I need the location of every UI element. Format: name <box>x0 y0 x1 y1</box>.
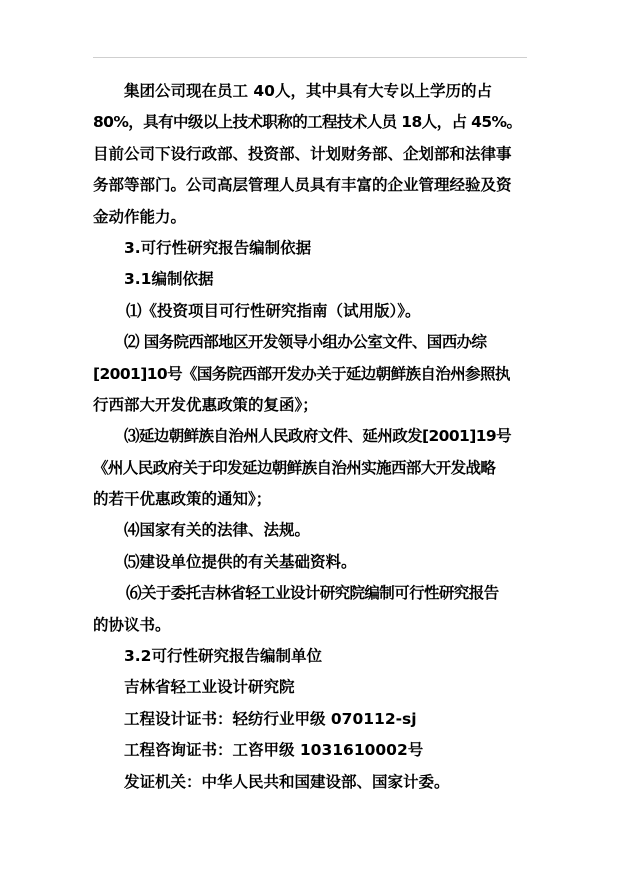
basis-item-2-line-1: ⑵ 国务院西部地区开发领导小组办公室文件、国西办综 <box>124 333 487 352</box>
basis-item-4: ⑷国家有关的法律、法规。 <box>124 521 311 540</box>
document-body <box>93 76 529 798</box>
section-heading-3-2: 3.2可行性研究报告编制单位 <box>124 647 322 666</box>
basis-item-3-line-2: 《州人民政府关于印发延边朝鲜族自治州实施西部大开发战略 <box>93 458 496 477</box>
basis-item-2-line-2: [2001]10号《国务院西部开发办关于延边朝鲜族自治州参照执 <box>93 364 510 383</box>
paragraph-company-staff-line-1: 集团公司现在员工 40人，其中具有大专以上学历的占 <box>124 82 492 100</box>
basis-item-1: ⑴《投资项目可行性研究指南（试用版）》。 <box>126 301 421 320</box>
section-heading-3: 3.可行性研究报告编制依据 <box>124 238 312 257</box>
design-certificate: 工程设计证书：轻纺行业甲级 070112-sj <box>124 709 417 728</box>
basis-item-6-line-2: 的协议书。 <box>93 615 171 634</box>
basis-item-3-line-1: ⑶延边朝鲜族自治州人民政府文件、延州政发[2001]19号 <box>124 427 511 446</box>
basis-item-3-line-3: 的若干优惠政策的通知》； <box>93 490 272 509</box>
page-header-rule <box>93 57 527 58</box>
institute-name: 吉林省轻工业设计研究院 <box>124 678 295 697</box>
basis-item-6-line-1: ⑹关于委托吉林省轻工业设计研究院编制可行性研究报告 <box>126 584 499 603</box>
basis-item-5: ⑸建设单位提供的有关基础资料。 <box>124 552 357 571</box>
basis-item-2-line-3: 行西部大开发优惠政策的复函》； <box>93 395 318 414</box>
section-heading-3-1: 3.1编制依据 <box>124 270 214 289</box>
paragraph-company-staff-line-5: 金动作能力。 <box>93 207 187 226</box>
paragraph-company-staff-line-3: 目前公司下设行政部、投资部、计划财务部、企划部和法律事 <box>93 144 512 163</box>
issuing-authority: 发证机关：中华人民共和国建设部、国家计委。 <box>124 772 450 791</box>
paragraph-company-staff-line-2: 80%，具有中级以上技术职称的工程技术人员 18人，占 45%。 <box>93 113 522 132</box>
paragraph-company-staff-line-4: 务部等部门。公司高层管理人员具有丰富的企业管理经验及资 <box>93 176 512 195</box>
consulting-certificate: 工程咨询证书：工咨甲级 1031610002号 <box>124 741 424 760</box>
